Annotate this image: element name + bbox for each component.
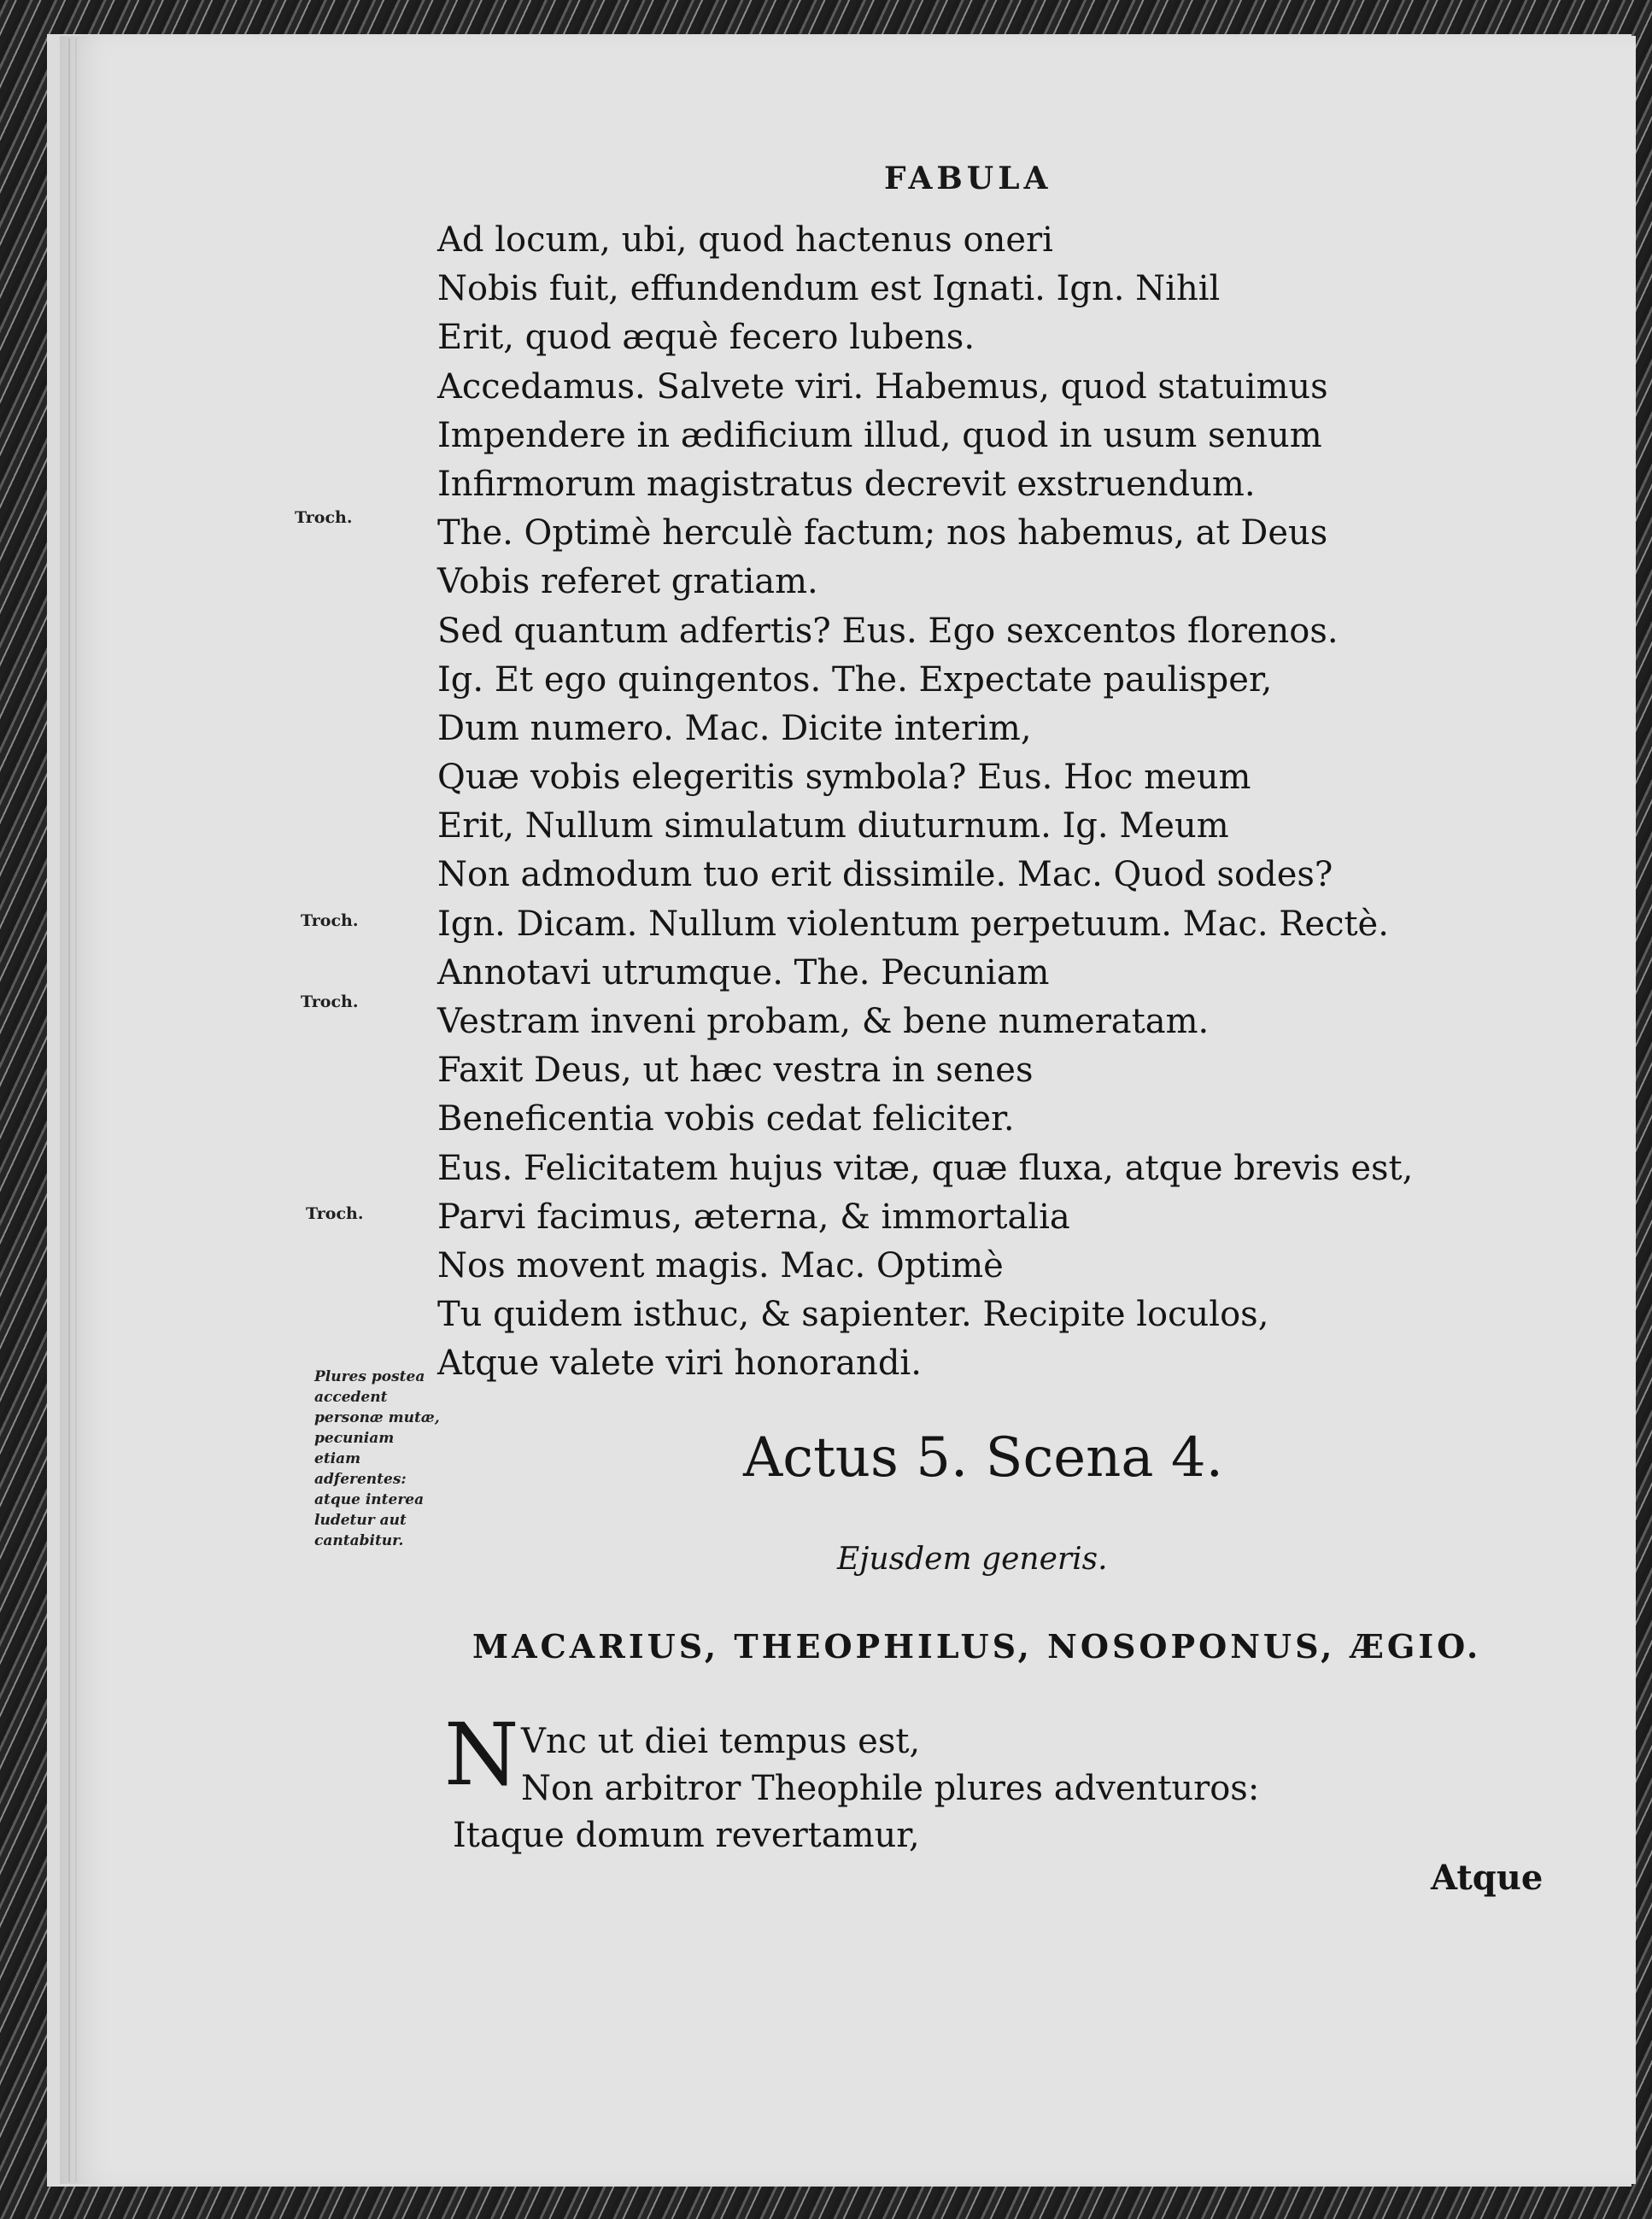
margin-note-troch: Troch. — [295, 508, 353, 527]
scene-text — [453, 1718, 1259, 1859]
margin-note-troch: Troch. — [301, 992, 359, 1011]
verse-line: Dum numero. Mac. Dicite interim, — [437, 708, 1032, 748]
verse-line: Nos movent magis. Mac. Optimè — [437, 1245, 1004, 1285]
verse-line: Sed quantum adfertis? Eus. Ego sexcentos florenos. — [437, 611, 1339, 651]
page-edge — [68, 38, 77, 2182]
verse-line: Eus. Felicitatem hujus vitæ, quæ fluxa, atque brevis est, — [437, 1148, 1414, 1188]
verse-line: Accedamus. Salvete viri. Habemus, quod statuimus — [437, 366, 1328, 407]
scene-line: Vnc ut diei tempus est, — [521, 1722, 921, 1761]
verse-block — [437, 216, 1548, 1389]
verse-line: Ign. Dicam. Nullum violentum perpetuum. Mac. Rectè. — [437, 904, 1389, 944]
scene-line: Non arbitror Theophile plures adventuros: — [521, 1769, 1260, 1808]
scene-line: Itaque domum revertamur, — [453, 1816, 920, 1855]
act-scene-title: Actus 5. Scena 4. — [743, 1426, 1223, 1490]
verse-line: Tu quidem isthuc, & sapienter. Recipite loculos, — [437, 1295, 1269, 1335]
verse-line: Ad locum, ubi, quod hactenus oneri — [437, 220, 1053, 260]
verse-line: Vobis referet gratiam. — [437, 562, 818, 602]
verse-line: Nobis fuit, effundendum est Ignati. Ign. Nihil — [437, 269, 1221, 309]
verse-line: Faxit Deus, ut hæc vestra in senes — [437, 1051, 1034, 1091]
running-title: FABULA — [884, 161, 1052, 196]
verse-line: Quæ vobis elegeritis symbola? Eus. Hoc meum — [437, 758, 1251, 798]
dramatis-personae: MACARIUS, THEOPHILUS, NOSOPONUS, ÆGIO. — [472, 1627, 1482, 1666]
verse-line: The. Optimè herculè factum; nos habemus, at Deus — [437, 513, 1328, 553]
scene-subtitle: Ejusdem generis. — [837, 1542, 1108, 1577]
margin-note-troch: Troch. — [301, 911, 359, 930]
catchword: Atque — [1431, 1858, 1544, 1898]
verse-line: Impendere in ædificium illud, quod in usum senum — [437, 415, 1322, 455]
stage-direction-note: Plures postea accedent personæ mutæ, pecuniam etiam adferentes: atque interea ludetur aut cantabitur. — [314, 1368, 440, 1549]
verse-line: Annotavi utrumque. The. Pecuniam — [437, 952, 1050, 992]
verse-line: Non admodum tuo erit dissimile. Mac. Quod sodes? — [437, 855, 1333, 895]
verse-line: Erit, quod æquè fecero lubens. — [437, 318, 975, 358]
margin-note-troch: Troch. — [306, 1204, 364, 1223]
verse-line: Beneficentia vobis cedat feliciter. — [437, 1099, 1015, 1139]
verse-line: Ig. Et ego quingentos. The. Expectate paulisper, — [437, 659, 1273, 700]
verse-line: Infirmorum magistratus decrevit exstruendum. — [437, 464, 1256, 504]
verse-line: Parvi facimus, æterna, & immortalia — [437, 1197, 1070, 1237]
verse-line: Vestram inveni probam, & bene numeratam. — [437, 1002, 1210, 1041]
drop-cap: N — [444, 1705, 519, 1805]
verse-line: Erit, Nullum simulatum diuturnum. Ig. Meum — [437, 806, 1229, 846]
verse-line: Atque valete viri honorandi. — [437, 1344, 922, 1384]
